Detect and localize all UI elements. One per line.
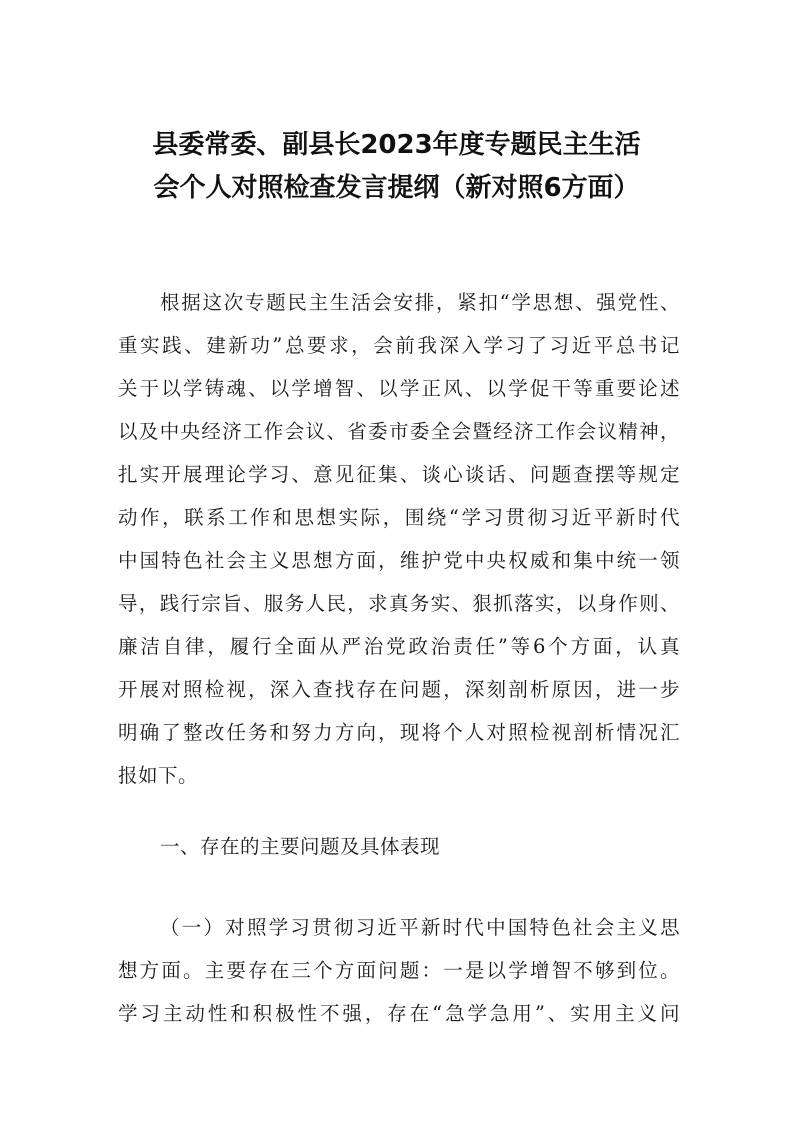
sub-line: 想方面。主要存在三个方面问题：一是以学增智不够到位。 <box>118 959 680 982</box>
intro-line: 关于以学铸魂、以学增智、以学正风、以学促干等重要论述 <box>118 377 680 400</box>
sub-line: 学习主动性和积极性不强，存在“急学急用”、实用主义问 <box>118 1002 680 1025</box>
intro-line: 明确了整改任务和努力方向，现将个人对照检视剖析情况汇 <box>118 721 680 744</box>
sub-line: （一）对照学习贯彻习近平新时代中国特色社会主义思 <box>160 916 680 939</box>
intro-line: 动作，联系工作和思想实际，围绕“学习贯彻习近平新时代 <box>118 506 680 529</box>
document-title <box>110 124 683 210</box>
intro-line: 开展对照检视，深入查找存在问题，深刻剖析原因，进一步 <box>118 678 680 701</box>
section-heading: 一、存在的主要问题及具体表现 <box>160 835 441 858</box>
intro-line: 扎实开展理论学习、意见征集、谈心谈话、问题查摆等规定 <box>118 463 680 486</box>
intro-line: 重实践、建新功”总要求，会前我深入学习了习近平总书记 <box>118 334 680 357</box>
intro-line: 报如下。 <box>118 764 199 787</box>
title-line-2: 会个人对照检查发言提纲（新对照6方面） <box>153 173 640 203</box>
intro-line: 廉洁自律，履行全面从严治党政治责任”等6个方面，认真 <box>118 635 680 658</box>
title-line-1: 县委常委、副县长2023年度专题民主生活 <box>152 130 641 160</box>
intro-line: 导，践行宗旨、服务人民，求真务实、狠抓落实，以身作则、 <box>118 592 680 615</box>
intro-line: 根据这次专题民主生活会安排，紧扣“学思想、强党性、 <box>160 291 680 314</box>
intro-line: 中国特色社会主义思想方面，维护党中央权威和集中统一领 <box>118 549 680 572</box>
intro-line: 以及中央经济工作会议、省委市委全会暨经济工作会议精神， <box>118 420 680 443</box>
